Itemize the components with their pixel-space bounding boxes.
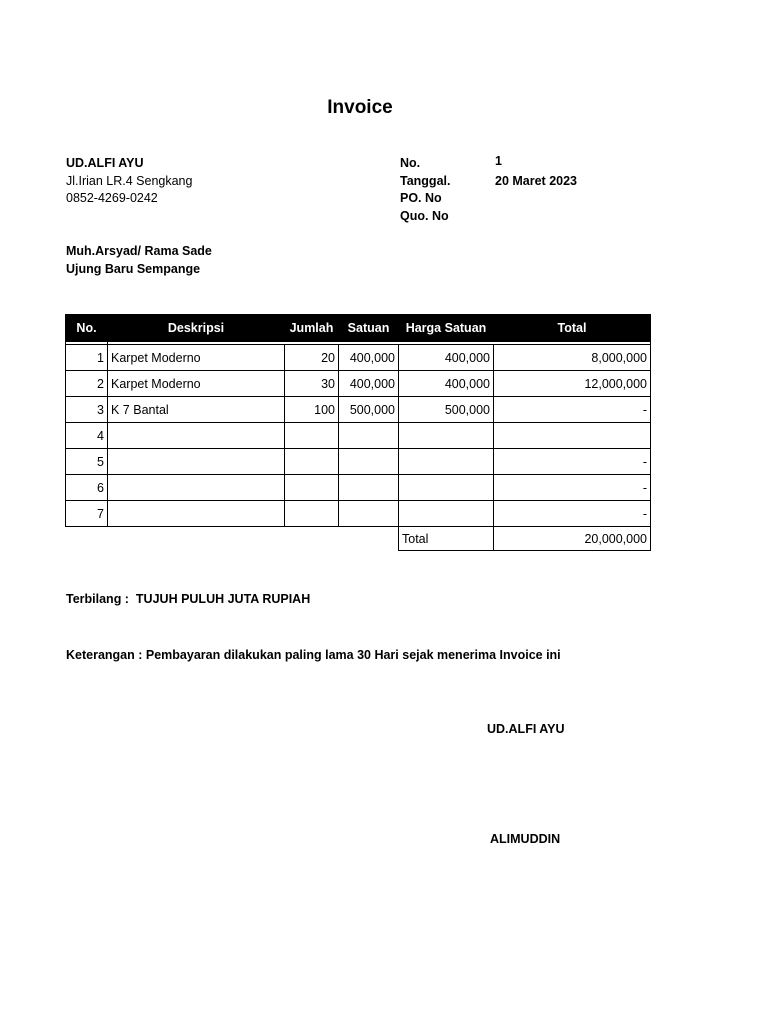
date-value: 20 Maret 2023 xyxy=(495,174,578,188)
row-unit xyxy=(339,501,399,527)
total-value: 20,000,000 xyxy=(494,527,651,551)
table-row xyxy=(66,397,651,423)
total-label: Total xyxy=(399,527,494,551)
row-no: 2 xyxy=(66,371,108,397)
row-desc: K 7 Bantal xyxy=(108,397,285,423)
row-no: 1 xyxy=(66,345,108,371)
terbilang-label: Terbilang : xyxy=(66,592,129,606)
row-desc xyxy=(108,501,285,527)
signature-name: ALIMUDDIN xyxy=(490,832,561,846)
row-price: 500,000 xyxy=(399,397,494,423)
row-qty: 30 xyxy=(285,371,339,397)
row-price xyxy=(399,449,494,475)
row-desc xyxy=(108,423,285,449)
header-total: Total xyxy=(494,315,651,342)
seller-name: UD.ALFI AYU xyxy=(66,156,144,170)
row-price xyxy=(399,501,494,527)
row-no: 6 xyxy=(66,475,108,501)
buyer-address: Ujung Baru Sempange xyxy=(66,262,201,276)
row-qty xyxy=(285,501,339,527)
row-no: 3 xyxy=(66,397,108,423)
row-desc: Karpet Moderno xyxy=(108,345,285,371)
row-price: 400,000 xyxy=(399,371,494,397)
quo-label: Quo. No xyxy=(400,209,449,223)
table-row xyxy=(66,371,651,397)
row-no: 5 xyxy=(66,449,108,475)
po-label: PO. No xyxy=(400,191,442,205)
row-total: - xyxy=(494,397,651,423)
row-total: - xyxy=(494,501,651,527)
row-unit: 500,000 xyxy=(339,397,399,423)
row-desc xyxy=(108,449,285,475)
invoice-no-label: No. xyxy=(400,156,421,170)
row-no: 4 xyxy=(66,423,108,449)
row-unit xyxy=(339,423,399,449)
row-qty: 100 xyxy=(285,397,339,423)
row-total: 8,000,000 xyxy=(494,345,651,371)
row-total: 12,000,000 xyxy=(494,371,651,397)
table-row xyxy=(66,423,651,449)
row-price xyxy=(399,475,494,501)
row-desc: Karpet Moderno xyxy=(108,371,285,397)
header-satuan: Satuan xyxy=(339,315,399,342)
table-row xyxy=(66,449,651,475)
row-qty xyxy=(285,423,339,449)
date-label: Tanggal. xyxy=(400,174,451,188)
invoice-title: Invoice xyxy=(327,97,393,118)
row-unit xyxy=(339,475,399,501)
row-qty: 20 xyxy=(285,345,339,371)
signature-company: UD.ALFI AYU xyxy=(487,722,565,736)
row-unit xyxy=(339,449,399,475)
header-no: No. xyxy=(66,315,108,342)
header-jumlah: Jumlah xyxy=(285,315,339,342)
row-qty xyxy=(285,475,339,501)
total-row xyxy=(66,527,651,551)
row-total: - xyxy=(494,449,651,475)
row-unit: 400,000 xyxy=(339,345,399,371)
row-no: 7 xyxy=(66,501,108,527)
row-unit: 400,000 xyxy=(339,371,399,397)
header-harga-satuan: Harga Satuan xyxy=(399,315,494,342)
table-row xyxy=(66,501,651,527)
invoice-no-value: 1 xyxy=(495,154,502,168)
header-deskripsi: Deskripsi xyxy=(108,315,285,342)
table-row xyxy=(66,475,651,501)
invoice-table xyxy=(65,314,651,551)
terbilang xyxy=(66,591,310,607)
table-row xyxy=(66,345,651,371)
seller-address: Jl.Irian LR.4 Sengkang xyxy=(66,174,193,188)
seller-phone: 0852-4269-0242 xyxy=(66,191,158,205)
row-total: - xyxy=(494,475,651,501)
keterangan: Keterangan : Pembayaran dilakukan paling lama 30 Hari sejak menerima Invoice ini xyxy=(66,648,561,662)
row-price xyxy=(399,423,494,449)
terbilang-value: TUJUH PULUH JUTA RUPIAH xyxy=(135,592,311,606)
buyer-name: Muh.Arsyad/ Rama Sade xyxy=(66,244,212,258)
table-header-row xyxy=(66,315,651,342)
row-qty xyxy=(285,449,339,475)
row-total xyxy=(494,423,651,449)
row-price: 400,000 xyxy=(399,345,494,371)
row-desc xyxy=(108,475,285,501)
